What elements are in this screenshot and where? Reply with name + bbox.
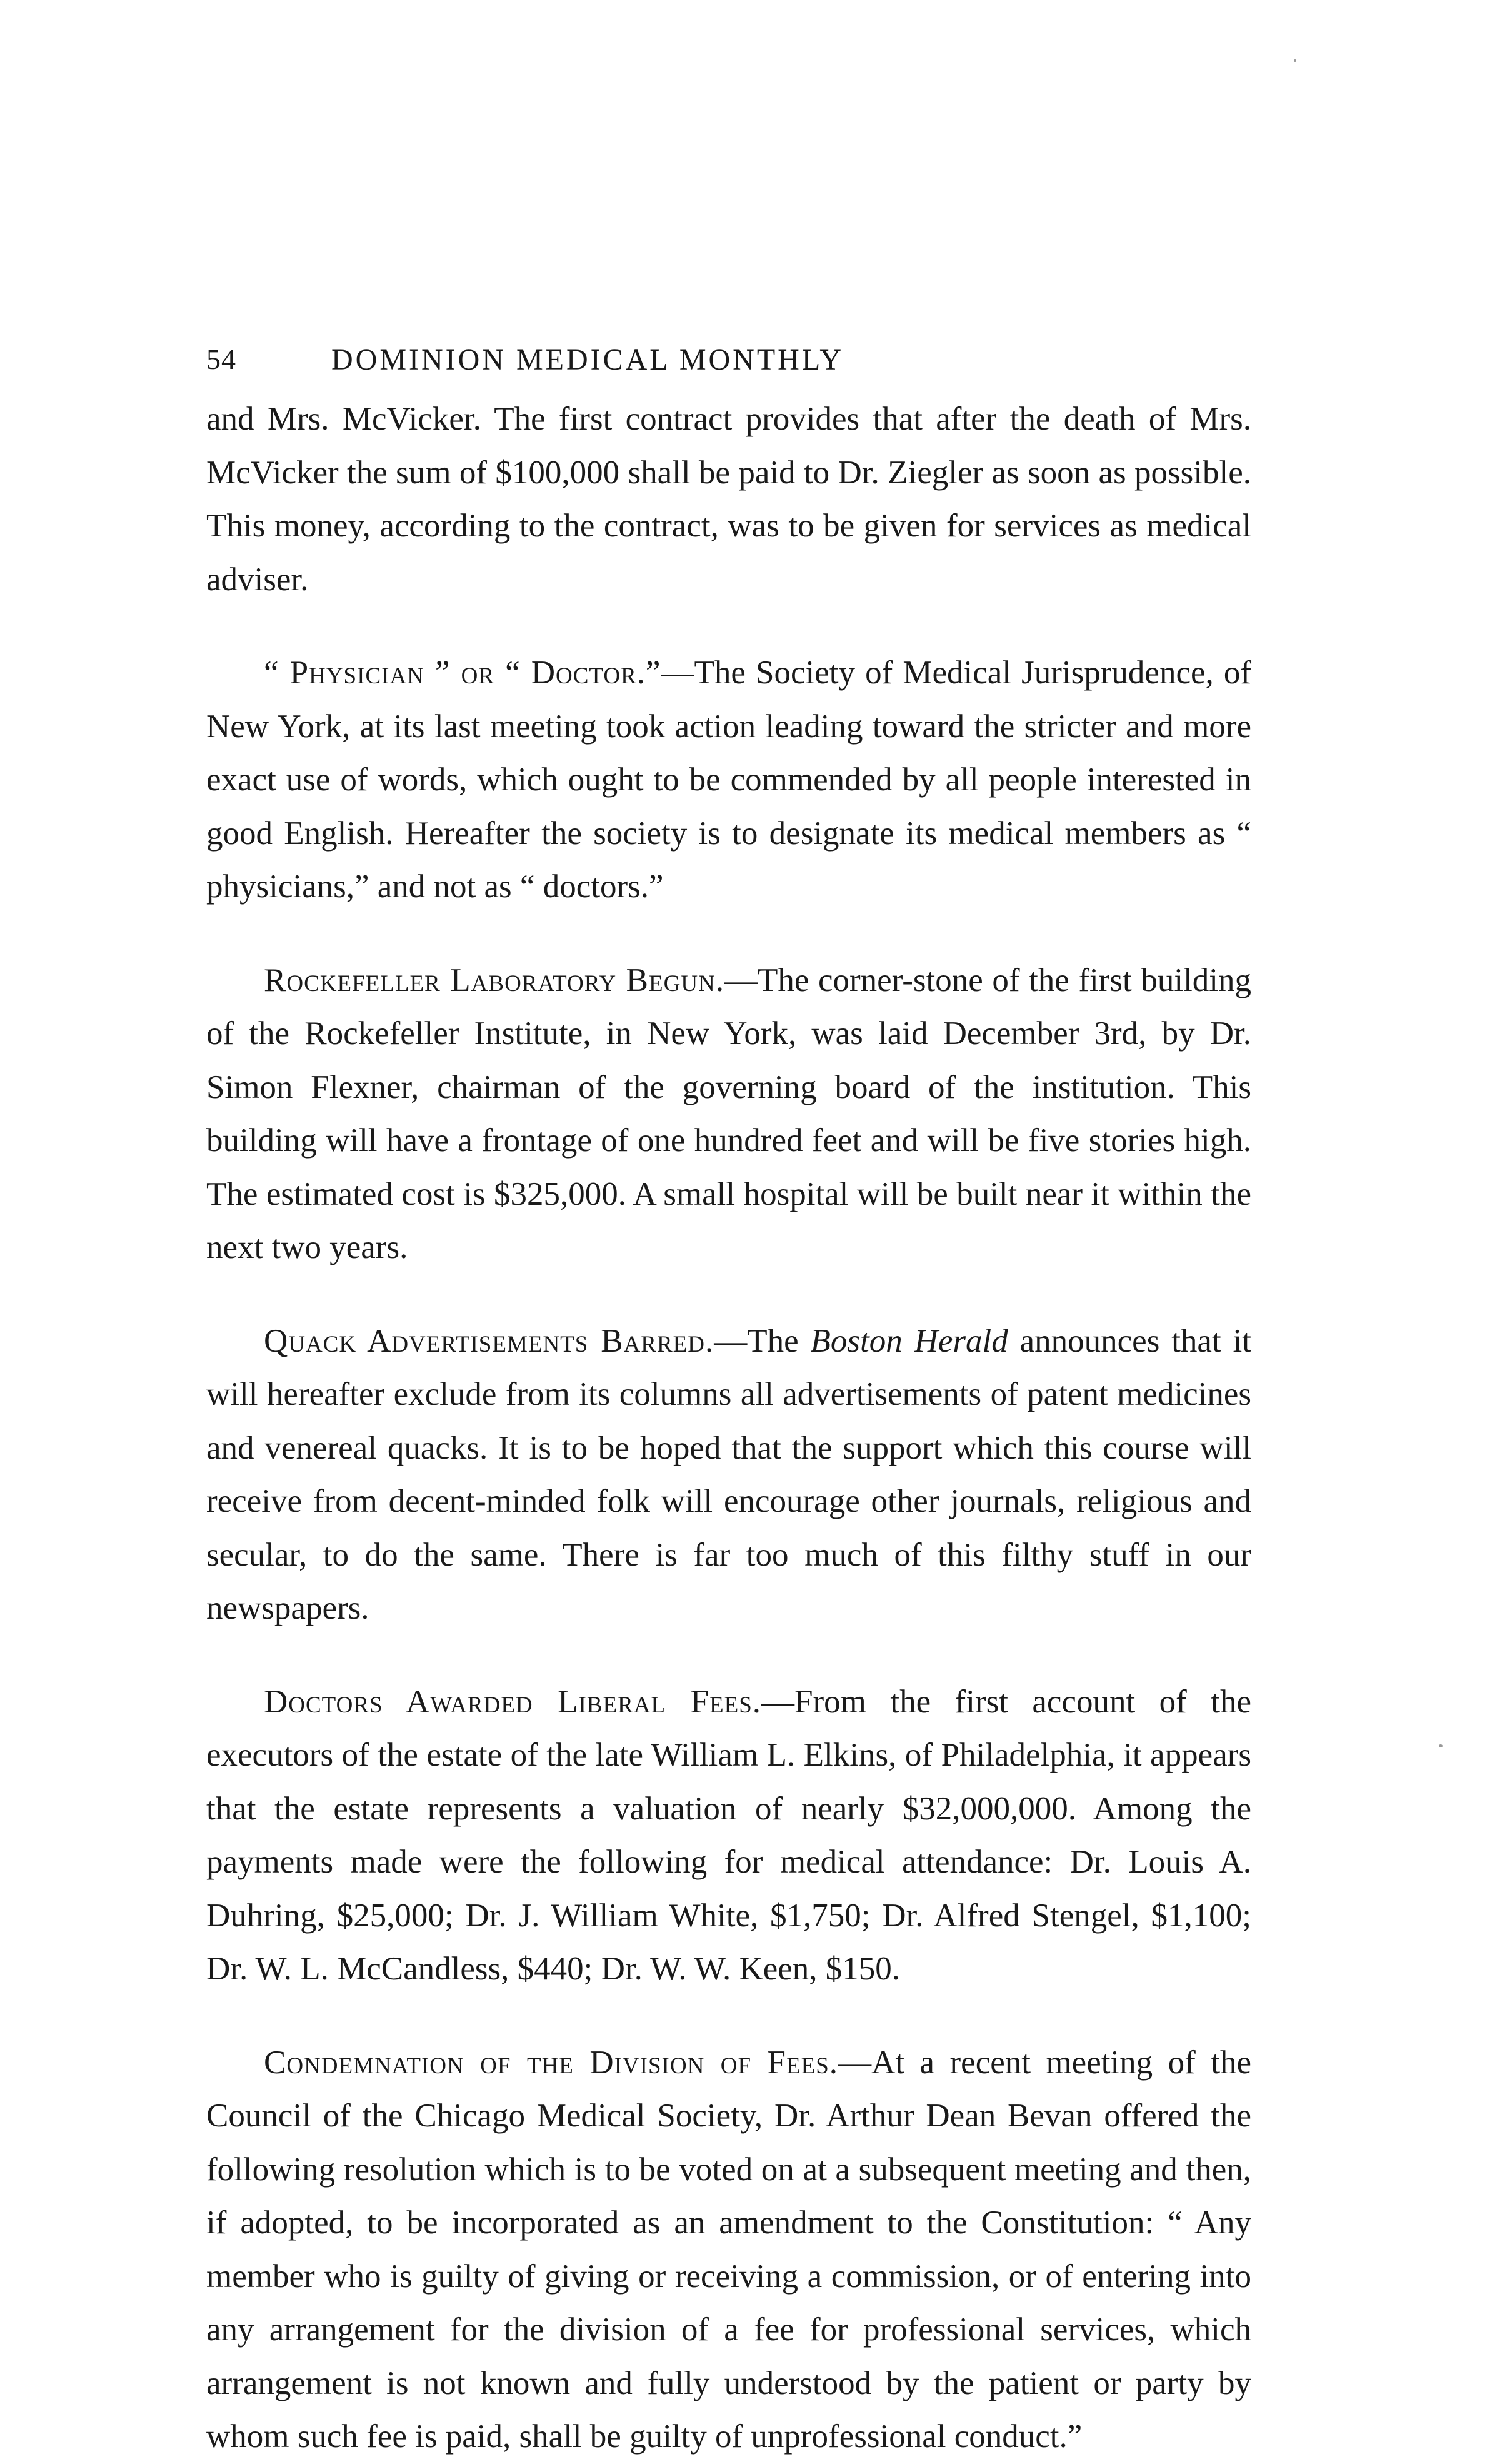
- paper-speck: [1439, 1744, 1443, 1747]
- paragraph-text: —From the first account of the executors of the estate of the late William L. Elkins, of Philadelphia, it appears that the estate represents a valuation of nearly $32,000,000. Among the payments made were the following for medical attendance: Dr. Louis A. Duhring, $25,000; Dr. J. William White, $1,750; Dr. Alfred Stengel, $1,100; Dr. W. L. McCandless, $440; Dr. W. W. Keen, $150.: [206, 1683, 1251, 1987]
- page-number: 54: [206, 343, 236, 375]
- paragraph-text: —The corner-stone of the first building of the Rockefeller Institute, in New York, was laid December 3rd, by Dr. Simon Flexner, chairman of the governing board of the institution. This building will have a frontage of one hundred feet and will be five stories high. The estimated cost is $325,000. A small hospital will be built near it within the next two years.: [206, 962, 1251, 1265]
- paragraph-text: —The Society of Medical Jurisprudence, of New York, at its last meeting took action leading toward the stricter and more exact use of words, which ought to be commended by all people interested in good English. Hereafter the society is to designate its medical members as “ physicians,” and not as “ doctors.”: [206, 655, 1251, 905]
- paper-speck: [1294, 59, 1296, 62]
- paragraph-heading: Quack Advertisements Barred.: [264, 1322, 714, 1359]
- newspaper-title: Boston Herald: [810, 1322, 1008, 1359]
- paragraph-text-lead: —The: [714, 1322, 811, 1359]
- paragraph-heading: Condemnation of the Division of Fees.: [264, 2044, 839, 2081]
- paragraph-quack-advertisements: [206, 1315, 1251, 1636]
- paragraph-text: —At a recent meeting of the Council of the Chicago Medical Society, Dr. Arthur Dean Bevan offered the following resolution which is to be voted on at a subsequent meeting and then, if adopted, to be incorporated as an amendment to the Constitution: “ Any member who is guilty of giving or receiving a commission, or of entering into any arrangement for the division of a fee for professional services, which arrangement is not known and fully understood by the patient or party by whom such fee is paid, shall be guilty of unprofessional conduct.”: [206, 2044, 1251, 2455]
- paragraph-text: and Mrs. McVicker. The first contract provides that after the death of Mrs. McVicker the sum of $100,000 shall be paid to Dr. Ziegler as soon as possible. This money, according to the contract, was to be given for services as medical adviser.: [206, 401, 1251, 598]
- paragraph-heading: “ Physician ” or “ Doctor.”: [264, 655, 661, 691]
- paragraph-rockefeller-laboratory: [206, 954, 1251, 1275]
- page-header: [206, 343, 1269, 386]
- article-body: [206, 393, 1251, 2464]
- paragraph-text: announces that it will hereafter exclude from its columns all advertisements of patent medicines and venereal quacks. It is to be hoped that the support which this course will receive from decent-minded folk will encourage other journals, religious and secular, to do the same. There is far too much of this filthy stuff in our newspapers.: [206, 1322, 1251, 1626]
- paragraph-mcvicker-continuation: [206, 393, 1251, 606]
- paragraph-division-of-fees: [206, 2036, 1251, 2464]
- paragraph-liberal-fees: [206, 1676, 1251, 1996]
- paragraph-heading: Doctors Awarded Liberal Fees.: [264, 1683, 762, 1720]
- paragraph-physician-or-doctor: [206, 646, 1251, 914]
- running-head: DOMINION MEDICAL MONTHLY: [331, 343, 844, 376]
- paragraph-heading: Rockefeller Laboratory Begun.: [264, 962, 725, 998]
